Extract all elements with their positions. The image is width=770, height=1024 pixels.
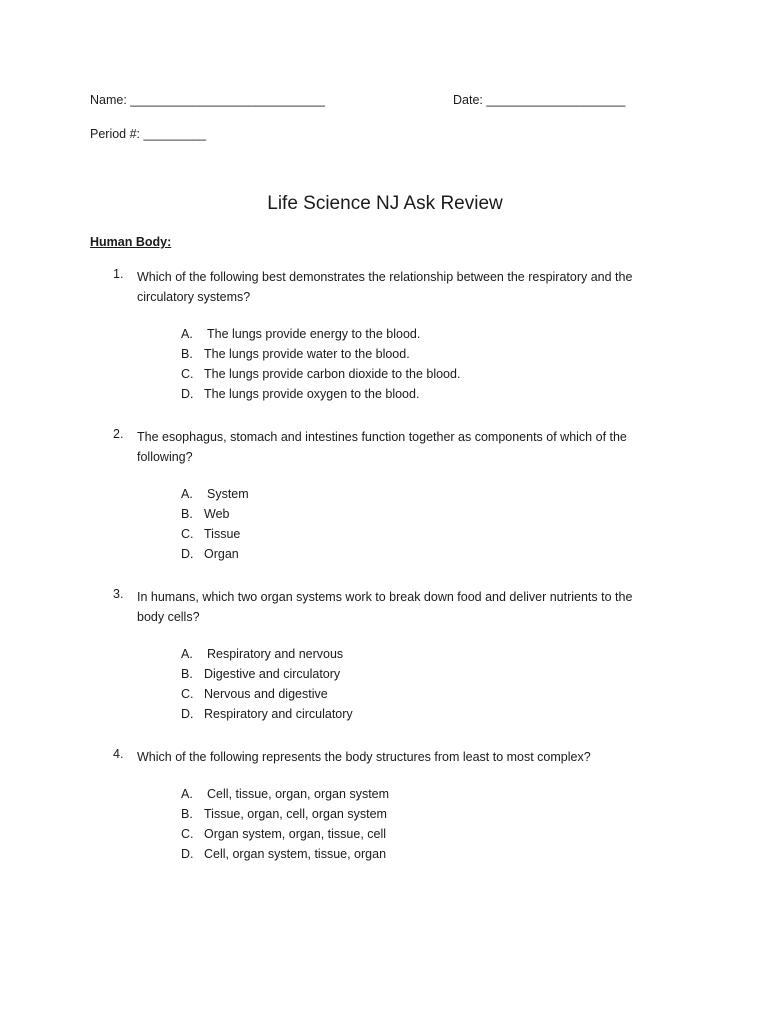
choice-letter: D. [181,847,194,861]
choice-c[interactable] [0,367,770,387]
choice-letter: B. [181,807,193,821]
choice-b[interactable] [0,667,770,687]
choice-letter: C. [181,687,194,701]
question-number: 2. [113,427,124,441]
choice-text: The lungs provide oxygen to the blood. [204,387,420,401]
date-field-label: Date: ____________________ [453,93,626,107]
choice-d[interactable] [0,547,770,567]
choice-text: Respiratory and circulatory [204,707,353,721]
section-heading: Human Body: [90,235,172,249]
choice-d[interactable] [0,707,770,727]
choice-text: Tissue, organ, cell, organ system [204,807,387,821]
choice-letter: C. [181,827,194,841]
choice-a[interactable] [0,647,770,667]
choice-text: Organ [204,547,239,561]
choice-letter: C. [181,367,194,381]
choice-text: Web [204,507,230,521]
choice-d[interactable] [0,387,770,407]
choice-text: Cell, tissue, organ, organ system [207,787,390,801]
question-number: 1. [113,267,124,281]
choice-letter: A. [181,787,193,801]
choice-letter: A. [181,487,193,501]
choice-text: Nervous and digestive [204,687,328,701]
choice-text: Respiratory and nervous [207,647,344,661]
period-field-label: Period #: _________ [90,127,207,141]
question-text: In humans, which two organ systems work to break down food and deliver nutrients to the body cells? [137,590,633,624]
question-text: Which of the following best demonstrates the relationship between the respiratory and the circulatory systems? [137,270,633,304]
question-number: 4. [113,747,124,761]
choice-text: The lungs provide energy to the blood. [207,327,421,341]
choice-text: Tissue [204,527,241,541]
choice-b[interactable] [0,807,770,827]
choice-text: The lungs provide carbon dioxide to the blood. [204,367,461,381]
choice-a[interactable] [0,787,770,807]
question-text: The esophagus, stomach and intestines function together as components of which of the following? [137,430,627,464]
choice-letter: A. [181,327,193,341]
document-title: Life Science NJ Ask Review [267,193,503,214]
question-text: Which of the following represents the body structures from least to most complex? [137,750,591,764]
choice-text: The lungs provide water to the blood. [204,347,410,361]
choice-a[interactable] [0,487,770,507]
question-number: 3. [113,587,124,601]
choice-a[interactable] [0,327,770,347]
choice-letter: B. [181,667,193,681]
choice-letter: A. [181,647,193,661]
choice-letter: C. [181,527,194,541]
choice-text: System [207,487,249,501]
choice-b[interactable] [0,347,770,367]
choice-c[interactable] [0,527,770,547]
choice-c[interactable] [0,827,770,847]
choice-letter: D. [181,707,194,721]
choice-c[interactable] [0,687,770,707]
choice-text: Cell, organ system, tissue, organ [204,847,387,861]
choice-letter: D. [181,547,194,561]
choice-d[interactable] [0,847,770,867]
choice-text: Organ system, organ, tissue, cell [204,827,387,841]
choice-text: Digestive and circulatory [204,667,341,681]
choice-letter: D. [181,387,194,401]
choice-b[interactable] [0,507,770,527]
choice-letter: B. [181,347,193,361]
choice-letter: B. [181,507,193,521]
name-field-label: Name: ____________________________ [90,93,325,107]
